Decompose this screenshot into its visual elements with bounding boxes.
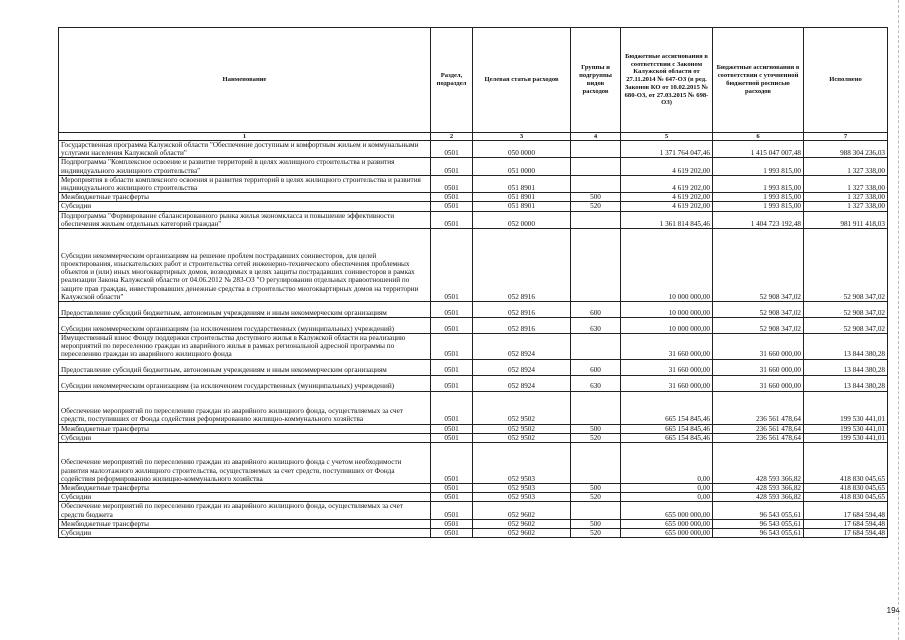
cell-refined: 96 543 055,61 (713, 502, 804, 519)
cell-refined: 31 660 000,00 (713, 375, 804, 391)
cell-execution: 52 908 347,02 (804, 318, 888, 334)
cell-execution: 1 327 338,00 (804, 158, 888, 175)
cell-target: 052 8924 (473, 375, 571, 391)
cell-refined: 96 543 055,61 (713, 519, 804, 528)
cell-target: 052 9502 (473, 424, 571, 433)
page-number: 194 (886, 606, 900, 615)
cell-group (571, 391, 621, 424)
cell-section: 0501 (431, 443, 473, 484)
cell-group: 630 (571, 375, 621, 391)
table-row (59, 302, 888, 318)
cell-execution: 199 530 441,01 (804, 391, 888, 424)
cell-section: 0501 (431, 211, 473, 228)
cell-section: 0501 (431, 391, 473, 424)
cell-refined: 52 908 347,02 (713, 229, 804, 302)
cell-target: 052 9503 (473, 493, 571, 502)
cell-target: 051 8901 (473, 193, 571, 202)
cell-name: Субсидии (59, 529, 431, 538)
cell-law: 4 619 202,00 (621, 158, 713, 175)
cell-law: 655 000 000,00 (621, 502, 713, 519)
header-refined: Бюджетные ассигнования в соответствии с уточненной бюджетной росписью расходов (713, 28, 804, 133)
cell-target: 050 0000 (473, 141, 571, 158)
header-section: Раздел, подраздел (431, 28, 473, 133)
cell-refined: 1 993 815,00 (713, 193, 804, 202)
cell-target: 052 8924 (473, 334, 571, 360)
cell-law: 10 000 000,00 (621, 302, 713, 318)
cell-law: 0,00 (621, 493, 713, 502)
cell-execution: 17 684 594,48 (804, 529, 888, 538)
cell-section: 0501 (431, 193, 473, 202)
cell-section: 0501 (431, 502, 473, 519)
cell-name: Межбюджетные трансферты (59, 193, 431, 202)
cell-section: 0501 (431, 375, 473, 391)
cell-section: 0501 (431, 334, 473, 360)
column-number: 7 (804, 133, 888, 141)
cell-name: Субсидии некоммерческим организациям (за исключением государственных (муниципальных) учреждений) (59, 318, 431, 334)
cell-law: 665 154 845,46 (621, 433, 713, 442)
cell-section: 0501 (431, 519, 473, 528)
cell-section: 0501 (431, 318, 473, 334)
cell-law: 665 154 845,46 (621, 424, 713, 433)
cell-target: 052 0000 (473, 211, 571, 228)
cell-name: Предоставление субсидий бюджетным, автономным учреждениям и иным некоммерческим организациям (59, 359, 431, 375)
cell-name: Государственная программа Калужской области "Обеспечение доступным и комфортным жильем и коммунальными услугами населения Калужской области" (59, 141, 431, 158)
budget-sheet (58, 27, 887, 538)
column-number: 4 (571, 133, 621, 141)
cell-execution: 1 327 338,00 (804, 175, 888, 192)
cell-section: 0501 (431, 433, 473, 442)
cell-law: 0,00 (621, 443, 713, 484)
budget-table (58, 27, 888, 538)
cell-target: 052 9502 (473, 391, 571, 424)
cell-group (571, 502, 621, 519)
cell-law: 665 154 845,46 (621, 391, 713, 424)
cell-execution: 17 684 594,48 (804, 502, 888, 519)
cell-execution: 13 844 380,28 (804, 359, 888, 375)
cell-execution: 981 911 418,03 (804, 211, 888, 228)
column-number: 2 (431, 133, 473, 141)
cell-target: 052 9602 (473, 529, 571, 538)
cell-group: 500 (571, 484, 621, 493)
cell-name: Обеспечение мероприятий по переселению граждан из аварийного жилищного фонда с учетом необходимости развития малоэтажного жилищного строительства, осуществляемых за счет средств, поступивших от Фонда содействия реформированию жилищно-коммунального хозяйства (59, 443, 431, 484)
table-row (59, 424, 888, 433)
cell-target: 052 8916 (473, 229, 571, 302)
cell-refined: 236 561 478,64 (713, 433, 804, 442)
table-row (59, 202, 888, 211)
cell-law: 4 619 202,00 (621, 202, 713, 211)
cell-execution: 1 327 338,00 (804, 193, 888, 202)
table-row (59, 158, 888, 175)
cell-law: 0,00 (621, 484, 713, 493)
table-row (59, 141, 888, 158)
cell-section: 0501 (431, 229, 473, 302)
table-row (59, 334, 888, 360)
cell-law: 31 660 000,00 (621, 334, 713, 360)
cell-group: 500 (571, 193, 621, 202)
cell-execution: 17 684 594,48 (804, 519, 888, 528)
cell-execution: 52 908 347,02 (804, 229, 888, 302)
table-row (59, 318, 888, 334)
cell-group: 630 (571, 318, 621, 334)
cell-group: 520 (571, 433, 621, 442)
cell-section: 0501 (431, 484, 473, 493)
table-row (59, 375, 888, 391)
cell-section: 0501 (431, 424, 473, 433)
cell-law: 1 371 764 047,46 (621, 141, 713, 158)
cell-target: 051 8901 (473, 175, 571, 192)
cell-refined: 1 993 815,00 (713, 202, 804, 211)
cell-name: Предоставление субсидий бюджетным, автономным учреждениям и иным некоммерческим организациям (59, 302, 431, 318)
cell-group: 600 (571, 302, 621, 318)
cell-section: 0501 (431, 141, 473, 158)
column-number: 3 (473, 133, 571, 141)
cell-name: Межбюджетные трансферты (59, 519, 431, 528)
header-law: Бюджетные ассигнования в соответствии с Законом Калужской области от 27.11.2014 № 647-ОЗ (в ред. Законов КО от 10.02.2015 № 680-ОЗ, от 27.03.2015 № 698-ОЗ) (621, 28, 713, 133)
header-execution: Исполнено (804, 28, 888, 133)
cell-refined: 31 660 000,00 (713, 359, 804, 375)
table-row (59, 359, 888, 375)
cell-refined: 236 561 478,64 (713, 391, 804, 424)
cell-execution: 13 844 380,28 (804, 375, 888, 391)
header-name: Наименование (59, 28, 431, 133)
table-body (59, 141, 888, 538)
cell-name: Межбюджетные трансферты (59, 484, 431, 493)
cell-refined: 1 415 047 007,48 (713, 141, 804, 158)
cell-target: 052 8916 (473, 302, 571, 318)
cell-group: 500 (571, 519, 621, 528)
cell-target: 052 9602 (473, 519, 571, 528)
cell-refined: 31 660 000,00 (713, 334, 804, 360)
cell-name: Субсидии (59, 493, 431, 502)
cell-name: Имущественный взнос Фонду поддержки строительства доступного жилья в Калужской области на реализацию мероприятий по переселению граждан из аварийного жилья в рамках региональной адресной программы по переселению граждан из аварийного жилищного фонда (59, 334, 431, 360)
cell-name: Обеспечение мероприятий по переселению граждан из аварийного жилищного фонда, осуществляемых за счет средств бюджета (59, 502, 431, 519)
table-row (59, 484, 888, 493)
cell-group: 520 (571, 202, 621, 211)
cell-section: 0501 (431, 359, 473, 375)
cell-target: 052 8924 (473, 359, 571, 375)
cell-group (571, 334, 621, 360)
cell-group (571, 211, 621, 228)
cell-refined: 1 404 723 192,48 (713, 211, 804, 228)
cell-execution: 199 530 441,01 (804, 424, 888, 433)
cell-section: 0501 (431, 302, 473, 318)
cell-execution: 988 304 236,03 (804, 141, 888, 158)
cell-name: Субсидии некоммерческим организациям (за исключением государственных (муниципальных) учреждений) (59, 375, 431, 391)
cell-execution: 418 830 045,65 (804, 493, 888, 502)
table-row (59, 493, 888, 502)
table-row (59, 433, 888, 442)
cell-section: 0501 (431, 202, 473, 211)
table-row (59, 193, 888, 202)
table-row (59, 175, 888, 192)
cell-execution: 418 830 045,65 (804, 484, 888, 493)
cell-target: 052 9503 (473, 443, 571, 484)
table-row (59, 529, 888, 538)
cell-section: 0501 (431, 158, 473, 175)
cell-execution: 52 908 347,02 (804, 302, 888, 318)
cell-law: 4 619 202,00 (621, 193, 713, 202)
cell-name: Подпрограмма "Формирование сбалансированного рынка жилья экономкласса и повышение эффективности обеспечения жильем отдельных категорий граждан" (59, 211, 431, 228)
cell-execution: 199 530 441,01 (804, 433, 888, 442)
column-number-row (59, 133, 888, 141)
cell-group (571, 141, 621, 158)
cell-name: Обеспечение мероприятий по переселению граждан из аварийного жилищного фонда, осуществляемых за счет средств, поступивших от Фонда содействия реформированию жилищно-коммунального хозяйства (59, 391, 431, 424)
cell-execution: 1 327 338,00 (804, 202, 888, 211)
cell-name: Подпрограмма "Комплексное освоение и развитие территорий в целях жилищного строительства и развития индивидуального жилищного строительства" (59, 158, 431, 175)
cell-refined: 1 993 815,00 (713, 158, 804, 175)
cell-name: Межбюджетные трансферты (59, 424, 431, 433)
cell-target: 051 0000 (473, 158, 571, 175)
table-row (59, 211, 888, 228)
cell-name: Мероприятия в области комплексного освоения и развития территорий в целях жилищного строительства и развития индивидуального жилищного строительства (59, 175, 431, 192)
cell-section: 0501 (431, 529, 473, 538)
cell-group: 500 (571, 424, 621, 433)
cell-law: 31 660 000,00 (621, 375, 713, 391)
cell-group: 600 (571, 359, 621, 375)
table-row (59, 229, 888, 302)
cell-section: 0501 (431, 493, 473, 502)
header-target: Целевая статья расходов (473, 28, 571, 133)
cell-law: 31 660 000,00 (621, 359, 713, 375)
cell-refined: 428 593 366,82 (713, 484, 804, 493)
table-row (59, 391, 888, 424)
cell-target: 052 9602 (473, 502, 571, 519)
cell-group: 520 (571, 529, 621, 538)
cell-group (571, 229, 621, 302)
cell-group (571, 443, 621, 484)
cell-target: 052 9502 (473, 433, 571, 442)
header-group: Группы и подгруппы видов расходов (571, 28, 621, 133)
cell-name: Субсидии (59, 433, 431, 442)
table-row (59, 443, 888, 484)
table-row (59, 502, 888, 519)
cell-refined: 428 593 366,82 (713, 443, 804, 484)
cell-name: Субсидии некоммерческим организациям на решение проблем пострадавших соинвесторов, для целей проектирования, изыскательских работ и строительства сетей инженерно-технического обеспечения проблемных объектов и (или) иных многоквартирных домов, возводимых в целях защиты пострадавших соинвесторов в рамках реализации Закона Калужской области от 04.06.2012 № 283-ОЗ "О регулировании отдельных правоотношений по защите прав граждан, инвестировавших денежные средства в строительство многоквартирных домов на территории Калужской области" (59, 229, 431, 302)
cell-target: 052 8916 (473, 318, 571, 334)
cell-name: Субсидии (59, 202, 431, 211)
cell-refined: 52 908 347,02 (713, 302, 804, 318)
cell-law: 10 000 000,00 (621, 318, 713, 334)
cell-refined: 428 593 366,82 (713, 493, 804, 502)
cell-execution: 418 830 045,65 (804, 443, 888, 484)
scan-edge-line (898, 0, 899, 640)
cell-group: 520 (571, 493, 621, 502)
column-number: 5 (621, 133, 713, 141)
cell-section: 0501 (431, 175, 473, 192)
cell-law: 4 619 202,00 (621, 175, 713, 192)
cell-refined: 96 543 055,61 (713, 529, 804, 538)
cell-group (571, 158, 621, 175)
table-row (59, 519, 888, 528)
header-row (59, 28, 888, 133)
column-number: 1 (59, 133, 431, 141)
cell-group (571, 175, 621, 192)
cell-refined: 52 908 347,02 (713, 318, 804, 334)
cell-refined: 1 993 815,00 (713, 175, 804, 192)
cell-law: 655 000 000,00 (621, 519, 713, 528)
cell-execution: 13 844 380,28 (804, 334, 888, 360)
cell-law: 655 000 000,00 (621, 529, 713, 538)
column-number: 6 (713, 133, 804, 141)
cell-target: 051 8901 (473, 202, 571, 211)
cell-law: 1 361 814 845,46 (621, 211, 713, 228)
cell-target: 052 9503 (473, 484, 571, 493)
cell-law: 10 000 000,00 (621, 229, 713, 302)
cell-refined: 236 561 478,64 (713, 424, 804, 433)
